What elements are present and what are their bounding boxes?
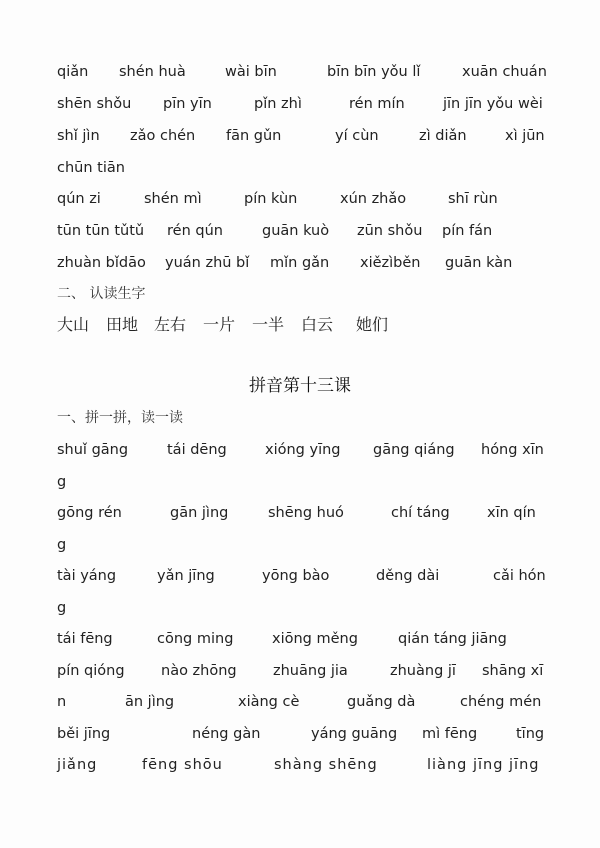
- pinyin-row: [57, 438, 543, 462]
- pinyin-word: xiàng cè: [238, 694, 300, 710]
- character-list: [57, 312, 457, 338]
- pinyin-word: zǎo chén: [130, 128, 196, 144]
- pinyin-row: [57, 60, 547, 84]
- pinyin-word: fēng shōu: [142, 757, 223, 773]
- pinyin-word: cǎi hón: [493, 568, 546, 584]
- pinyin-row: [57, 659, 543, 683]
- pinyin-row: [57, 187, 543, 211]
- pinyin-word: qiǎn: [57, 64, 89, 80]
- pinyin-word: ān jìng: [125, 694, 175, 710]
- pinyin-word: néng gàn: [192, 726, 261, 742]
- pinyin-word: pín kùn: [244, 191, 298, 207]
- pinyin-word: gāng qiáng: [373, 442, 455, 458]
- pinyin-word: zhuāng jia: [273, 663, 348, 679]
- pinyin-word: yáng guāng: [311, 726, 398, 742]
- pinyin-row: [57, 92, 543, 116]
- pinyin-row: [57, 219, 543, 243]
- pinyin-word: chéng mén: [460, 694, 542, 710]
- section-heading: 一、拼一拼，读一读: [57, 410, 183, 426]
- pinyin-word: n: [57, 694, 67, 710]
- pinyin-word: shén mì: [144, 191, 202, 207]
- pinyin-row: [57, 156, 543, 180]
- pinyin-word: gōng rén: [57, 505, 122, 521]
- pinyin-row: [57, 470, 543, 494]
- pinyin-word: tài yáng: [57, 568, 117, 584]
- pinyin-word: wài bīn: [225, 64, 277, 80]
- pinyin-word: běi jīng: [57, 726, 111, 742]
- pinyin-word: pīn yīn: [163, 96, 212, 112]
- pinyin-row: [57, 596, 543, 620]
- pinyin-word: shāng xī: [482, 663, 544, 679]
- pinyin-word: zūn shǒu: [357, 223, 423, 239]
- character-word: 大山: [57, 315, 90, 334]
- pinyin-word: xióng yīng: [265, 442, 341, 458]
- pinyin-word: hóng xīn: [481, 442, 544, 458]
- pinyin-word: guān kuò: [262, 223, 330, 239]
- pinyin-word: yǎn jīng: [157, 568, 215, 584]
- pinyin-word: qún zi: [57, 191, 101, 207]
- pinyin-word: xīn qín: [487, 505, 536, 521]
- pinyin-word: zì diǎn: [419, 128, 467, 144]
- pinyin-word: pín qióng: [57, 663, 125, 679]
- pinyin-word: liàng jīng jīng: [427, 757, 540, 773]
- pinyin-word: rén mín: [349, 96, 405, 112]
- pinyin-word: mǐn gǎn: [270, 255, 330, 271]
- pinyin-word: děng dài: [376, 568, 440, 584]
- pinyin-word: qián táng jiāng: [398, 631, 507, 647]
- pinyin-word: shén huà: [119, 64, 186, 80]
- pinyin-row: [57, 564, 546, 588]
- pinyin-row: [57, 533, 543, 557]
- character-word: 左右: [154, 315, 187, 334]
- pinyin-word: xiōng měng: [272, 631, 358, 647]
- pinyin-word: g: [57, 537, 67, 553]
- character-word: 一半: [252, 315, 285, 334]
- pinyin-word: jīn jīn yǒu wèi: [443, 96, 543, 112]
- pinyin-word: shēn shǒu: [57, 96, 132, 112]
- pinyin-word: nào zhōng: [161, 663, 237, 679]
- pinyin-word: tīng: [516, 726, 545, 742]
- pinyin-word: tūn tūn tǔtǔ: [57, 223, 145, 239]
- pinyin-row: [57, 753, 543, 777]
- pinyin-word: bīn bīn yǒu lǐ: [327, 64, 421, 80]
- character-word: 田地: [106, 315, 139, 334]
- pinyin-row: [57, 722, 543, 746]
- pinyin-row: [57, 627, 543, 651]
- pinyin-word: xún zhǎo: [340, 191, 407, 207]
- pinyin-word: guǎng dà: [347, 694, 416, 710]
- pinyin-word: yí cùn: [335, 128, 379, 144]
- pinyin-word: yuán zhū bǐ: [165, 255, 250, 271]
- section-heading: 二、 认读生字: [57, 286, 146, 302]
- pinyin-word: yōng bào: [262, 568, 330, 584]
- pinyin-word: g: [57, 474, 67, 490]
- pinyin-word: g: [57, 600, 67, 616]
- character-word: 白云: [301, 315, 334, 334]
- pinyin-word: pín fán: [442, 223, 493, 239]
- pinyin-word: shǐ jìn: [57, 128, 100, 144]
- pinyin-word: fān gǔn: [226, 128, 282, 144]
- pinyin-word: zhuàng jī: [390, 663, 456, 679]
- pinyin-word: cōng ming: [157, 631, 234, 647]
- pinyin-word: xuān chuán: [462, 64, 547, 80]
- pinyin-word: shī rùn: [448, 191, 498, 207]
- pinyin-word: jiǎng: [57, 757, 98, 773]
- pinyin-word: gān jìng: [170, 505, 229, 521]
- pinyin-word: chūn tiān: [57, 160, 125, 176]
- pinyin-word: pǐn zhì: [254, 96, 302, 112]
- pinyin-word: xiězìběn: [360, 255, 421, 271]
- pinyin-row: [57, 251, 543, 275]
- pinyin-row: [57, 690, 543, 714]
- pinyin-word: zhuàn bǐdāo: [57, 255, 146, 271]
- pinyin-word: mì fēng: [422, 726, 478, 742]
- pinyin-row: [57, 124, 543, 148]
- character-word: 她们: [356, 315, 389, 334]
- pinyin-word: rén qún: [167, 223, 223, 239]
- lesson-title: 拼音第十三课: [249, 376, 351, 396]
- pinyin-word: xì jūn: [505, 128, 545, 144]
- character-word: 一片: [203, 315, 236, 334]
- pinyin-word: guān kàn: [445, 255, 513, 271]
- pinyin-word: tái dēng: [167, 442, 227, 458]
- pinyin-word: shàng shēng: [274, 757, 378, 773]
- pinyin-word: shuǐ gāng: [57, 442, 129, 458]
- pinyin-word: chí táng: [391, 505, 450, 521]
- pinyin-word: tái fēng: [57, 631, 113, 647]
- pinyin-word: shēng huó: [268, 505, 344, 521]
- pinyin-row: [57, 501, 543, 525]
